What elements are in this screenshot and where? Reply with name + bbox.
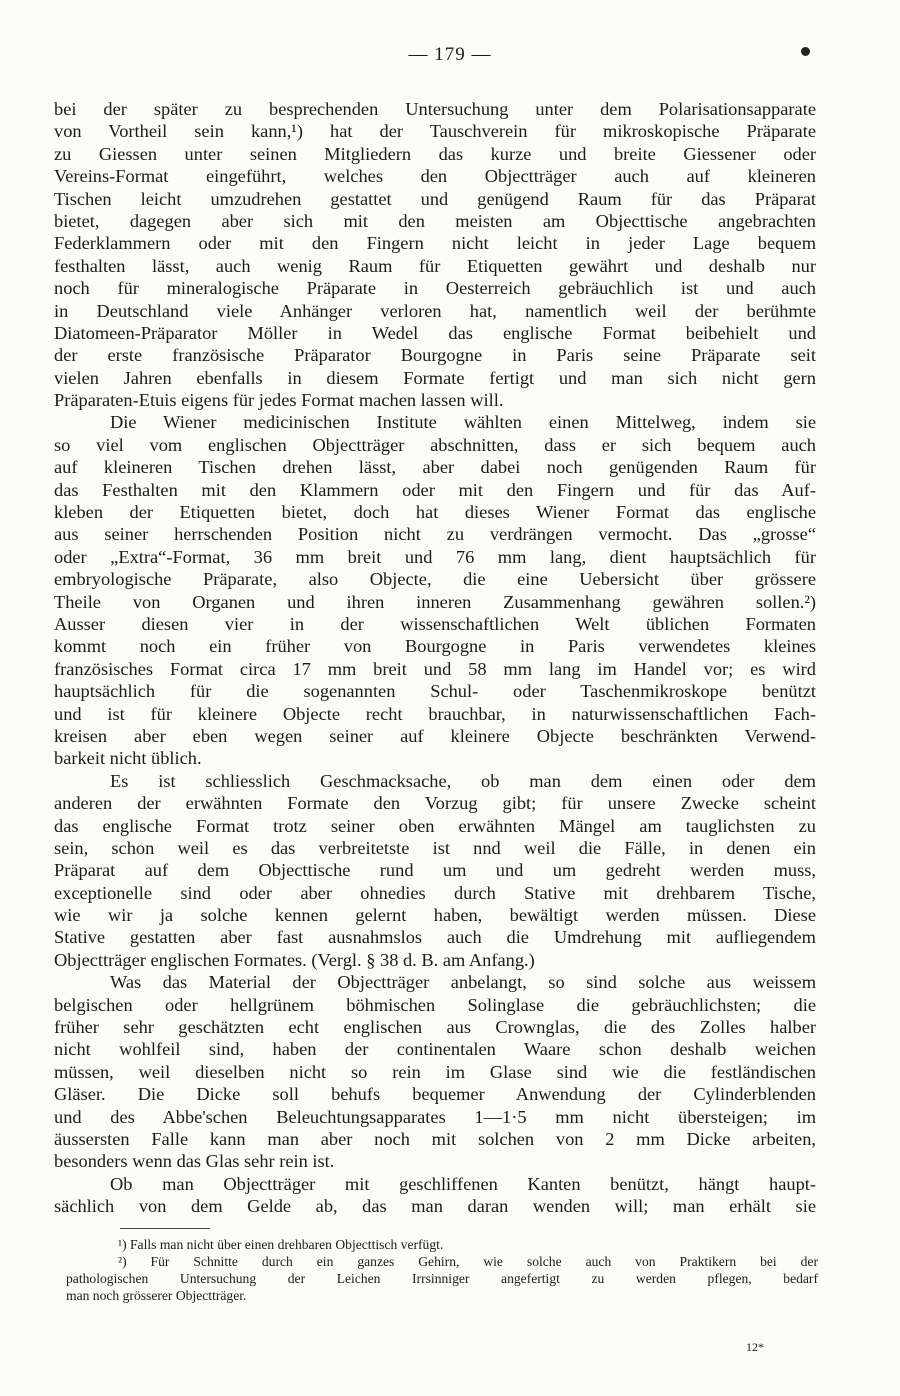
signature-mark: 12* xyxy=(746,1340,764,1354)
text-line: wie wir ja solche kennen gelernt haben, bewältigt werden müssen. Diese xyxy=(54,905,816,926)
text-line: Objectträger englischen Formates. (Vergl. § 38 d. B. am Anfang.) xyxy=(54,949,535,970)
body-text xyxy=(54,98,816,1218)
text-line: Präparaten-Etuis eigens für jedes Format machen lassen will. xyxy=(54,390,504,411)
text-line: exceptionelle sind oder aber ohnedies durch Stative mit drehbarem Tische, xyxy=(54,882,816,903)
text-line: Diatomeen-Präparator Möller in Wedel das englische Format beibehielt und xyxy=(54,322,816,343)
text-line: kommt noch ein früher von Bourgogne in Paris verwendetes kleines xyxy=(54,636,816,657)
footnote-line: pathologischen Untersuchung der Leichen Irrsinniger angefertigt zu werden pflegen, bedarf xyxy=(66,1271,818,1286)
text-line: Die Wiener medicinischen Institute wählten einen Mittelweg, indem sie xyxy=(110,412,816,433)
text-line: Ausser diesen vier in der wissenschaftlichen Welt üblichen Formaten xyxy=(54,613,816,634)
footnotes xyxy=(66,1236,818,1304)
text-line: in Deutschland viele Anhänger verloren hat, namentlich weil der berühmte xyxy=(54,300,816,321)
footnote-line: ²) Für Schnitte durch ein ganzes Gehirn, wie solche auch von Praktikern bei der xyxy=(118,1254,818,1269)
text-line: auf kleineren Tischen drehen lässt, aber dabei noch genügenden Raum für xyxy=(54,457,816,478)
text-line: embryologische Präparate, also Objecte, die eine Uebersicht über grössere xyxy=(54,569,816,590)
footnote-line: ¹) Falls man nicht über einen drehbaren Objecttisch verfügt. xyxy=(118,1237,444,1252)
ink-dot xyxy=(801,47,810,56)
text-line: Tischen leicht umzudrehen gestattet und genügend Raum für das Präparat xyxy=(54,188,816,209)
text-line: französisches Format circa 17 mm breit und 58 mm lang im Handel vor; es wird xyxy=(54,658,816,679)
text-line: bei der später zu besprechenden Untersuchung unter dem Polarisationsapparate xyxy=(54,99,816,119)
text-line: barkeit nicht üblich. xyxy=(54,748,202,769)
text-line: hauptsächlich für die sogenannten Schul- oder Taschenmikroskope benützt xyxy=(54,681,816,702)
page-number: — 179 — xyxy=(408,44,492,65)
text-line: äussersten Falle kann man aber noch mit solchen von 2 mm Dicke arbeiten, xyxy=(54,1128,816,1149)
text-line: sein, schon weil es das verbreitetste ist nnd weil die Fälle, in denen ein xyxy=(54,837,816,858)
text-line: kleben der Etiquetten bietet, doch hat dieses Wiener Format das englische xyxy=(54,502,816,523)
text-line: festhalten lässt, auch wenig Raum für Etiquetten gewährt und deshalb nur xyxy=(54,255,816,276)
text-line: Präparat auf dem Objecttische rund um und um gedreht werden muss, xyxy=(54,860,816,881)
text-line: belgischen oder hellgrünem böhmischen Solinglase die gebräuchlichsten; die xyxy=(54,994,816,1015)
text-line: das englische Format trotz seiner oben erwähnten Mängel am tauglichsten zu xyxy=(54,815,816,836)
text-line: Theile von Organen und ihren inneren Zusammenhang gewähren sollen.²) xyxy=(54,591,816,612)
text-line: noch für mineralogische Präparate in Oesterreich gebräuchlich ist und auch xyxy=(54,278,816,299)
text-line: zu Giessen unter seinen Mitgliedern das kurze und breite Giessener oder xyxy=(54,143,816,164)
text-line: kreisen aber eben wegen seiner auf kleinere Objecte beschränkten Verwend- xyxy=(54,725,816,746)
text-line: das Festhalten mit den Klammern oder mit den Fingern und für das Auf- xyxy=(54,479,816,500)
text-line: oder „Extra“-Format, 36 mm breit und 76 mm lang, dient hauptsächlich für xyxy=(54,546,816,567)
text-line: von Vortheil sein kann,¹) hat der Tauschverein für mikroskopische Präparate xyxy=(54,121,816,142)
text-line: müssen, weil dieselben nicht so rein im Glase sind wie die festländischen xyxy=(54,1061,816,1082)
text-line: bietet, dagegen aber sich mit den meisten am Objecttische angebrachten xyxy=(54,210,816,231)
text-line: Es ist schliesslich Geschmacksache, ob man dem einen oder dem xyxy=(110,770,816,791)
text-line: so viel vom englischen Objectträger abschnitten, dass er sich bequem auch xyxy=(54,434,816,455)
text-line: früher sehr geschätzten echt englischen aus Crownglas, die des Zolles halber xyxy=(54,1017,816,1038)
footnote-divider xyxy=(120,1228,210,1229)
text-line: vielen Jahren ebenfalls in diesem Formate fertigt und man sich nicht gern xyxy=(54,367,816,388)
text-line: aus seiner herrschenden Position nicht zu verdrängen vermocht. Das „grosse“ xyxy=(54,524,816,545)
text-line: der erste französische Präparator Bourgogne in Paris seine Präparate seit xyxy=(54,345,816,366)
text-line: Was das Material der Objectträger anbelangt, so sind solche aus weissem xyxy=(110,972,816,993)
text-line: nicht wohlfeil sind, haben der continentalen Waare schon deshalb weichen xyxy=(54,1039,816,1060)
text-line: Stative gestatten aber fast ausnahmslos auch die Umdrehung mit aufliegendem xyxy=(54,927,816,948)
text-line: Gläser. Die Dicke soll behufs bequemer Anwendung der Cylinderblenden xyxy=(54,1084,816,1105)
text-line: besonders wenn das Glas sehr rein ist. xyxy=(54,1151,335,1172)
footnote-line: man noch grösserer Objectträger. xyxy=(66,1288,247,1303)
text-line: Ob man Objectträger mit geschliffenen Kanten benützt, hängt haupt- xyxy=(110,1173,816,1194)
text-line: Vereins-Format eingeführt, welches den Objectträger auch auf kleineren xyxy=(54,166,816,187)
text-line: und ist für kleinere Objecte recht brauchbar, in naturwissenschaftlichen Fach- xyxy=(54,703,816,724)
text-line: Federklammern oder mit den Fingern nicht leicht in jeder Lage bequem xyxy=(54,233,816,254)
text-line: sächlich von dem Gelde ab, das man daran wenden will; man erhält sie xyxy=(54,1196,816,1217)
text-line: anderen der erwähnten Formate den Vorzug gibt; für unsere Zwecke scheint xyxy=(54,793,816,814)
text-line: und des Abbe'schen Beleuchtungsapparates 1—1·5 mm nicht übersteigen; im xyxy=(54,1106,816,1127)
